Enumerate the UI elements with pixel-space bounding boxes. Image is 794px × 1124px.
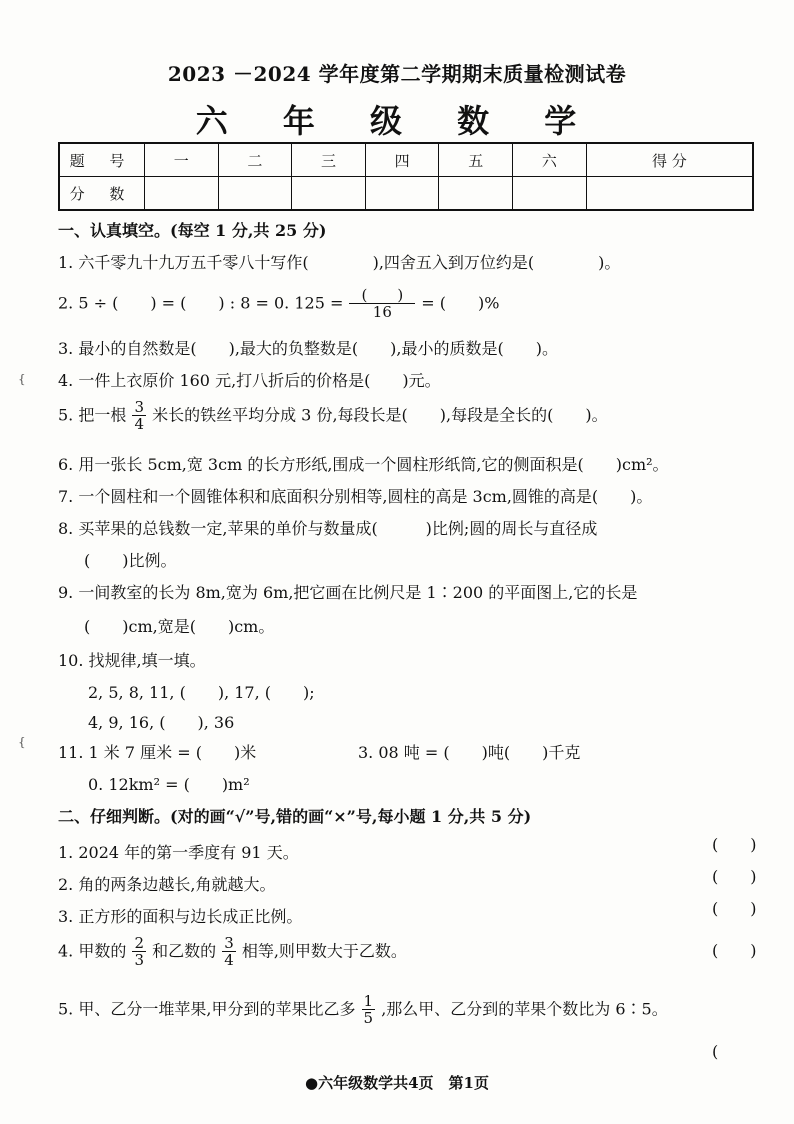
question-1-11c: 0. 12km² = ( )m²	[88, 775, 250, 794]
score-blank[interactable]	[586, 177, 753, 211]
answer-paren[interactable]: ( )	[712, 835, 757, 854]
score-cell: 五	[439, 143, 513, 177]
score-blank[interactable]	[218, 177, 292, 211]
question-text: 2. 5 ÷ ( ) = ( ) : 8 = 0. 125 =	[58, 293, 344, 313]
question-1-9b: ( )cm,宽是( )cm。	[84, 617, 275, 636]
question-text: 5. 把一根	[58, 405, 127, 425]
question-text: 和乙数的	[152, 941, 217, 961]
score-cell: 六	[513, 143, 587, 177]
subject-title: 六 年 级 数 学	[195, 102, 599, 140]
score-cell: 一	[145, 143, 219, 177]
question-1-11b: 3. 08 吨 = ( )吨( )千克	[358, 743, 581, 762]
fraction	[222, 936, 236, 968]
section2-heading: 二、仔细判断。(对的画“√”号,错的画“×”号,每小题 1 分,共 5 分)	[58, 807, 532, 826]
fraction-numerator: 2	[134, 934, 144, 952]
fraction-denominator: 3	[134, 951, 144, 969]
score-cell: 四	[365, 143, 439, 177]
question-2-5	[58, 994, 668, 1026]
score-cell: 题 号	[59, 143, 145, 177]
fraction-denominator: 4	[224, 951, 234, 969]
scan-mark: {	[18, 735, 26, 749]
score-table	[58, 142, 754, 211]
question-2-4	[58, 936, 407, 968]
answer-paren[interactable]: ( )	[712, 867, 757, 886]
score-table-header-row	[59, 143, 753, 177]
score-blank[interactable]	[513, 177, 587, 211]
fraction	[132, 936, 146, 968]
score-cell: 分 数	[59, 177, 145, 211]
question-text: ,那么甲、乙分到的苹果个数比为 6∶5。	[381, 999, 668, 1019]
question-1-6: 6. 用一张长 5cm,宽 3cm 的长方形纸,围成一个圆柱形纸筒,它的侧面积是( )cm²。	[58, 455, 669, 474]
fraction-numerator: 3	[224, 934, 234, 952]
question-1-5	[58, 400, 608, 432]
exam-title: 2023 －2024 学年度第二学期期末质量检测试卷	[167, 62, 627, 86]
question-2-1: 1. 2024 年的第一季度有 91 天。	[58, 843, 299, 862]
page-footer: ●六年级数学共4页 第1页	[305, 1074, 489, 1092]
question-1-9a: 9. 一间教室的长为 8m,宽为 6m,把它画在比例尺是 1∶200 的平面图上,它的长是	[58, 583, 638, 602]
fraction	[362, 994, 376, 1026]
question-2-3: 3. 正方形的面积与边长成正比例。	[58, 907, 303, 926]
question-1-1: 1. 六千零九十九万五千零八十写作( ),四舍五入到万位约是( )。	[58, 253, 621, 272]
question-1-10: 10. 找规律,填一填。	[58, 651, 206, 670]
score-table-score-row	[59, 177, 753, 211]
fraction-denominator: 5	[363, 1009, 374, 1027]
score-blank[interactable]	[145, 177, 219, 211]
section1-heading: 一、认真填空。(每空 1 分,共 25 分)	[58, 221, 327, 240]
question-1-3: 3. 最小的自然数是( ),最大的负整数是( ),最小的质数是( )。	[58, 339, 558, 358]
fraction-numerator: ( )	[349, 288, 415, 304]
fraction-numerator: 3	[134, 398, 144, 416]
question-1-4: 4. 一件上衣原价 160 元,打八折后的价格是( )元。	[58, 371, 441, 390]
answer-paren[interactable]: ( )	[712, 899, 757, 918]
fraction	[132, 400, 146, 432]
question-text: 4. 甲数的	[58, 941, 127, 961]
question-1-11a: 11. 1 米 7 厘米 = ( )米	[58, 743, 257, 762]
question-text: 米长的铁丝平均分成 3 份,每段长是( ),每段是全长的( )。	[152, 405, 608, 425]
score-cell: 三	[292, 143, 366, 177]
question-2-2: 2. 角的两条边越长,角就越大。	[58, 875, 276, 894]
fraction-denominator: 16	[372, 303, 392, 321]
answer-paren[interactable]: (	[712, 1042, 719, 1061]
score-cell: 得 分	[586, 143, 753, 177]
question-1-7: 7. 一个圆柱和一个圆锥体积和底面积分别相等,圆柱的高是 3cm,圆锥的高是( )。	[58, 487, 653, 506]
question-1-10-sequence-b: 4, 9, 16, ( ), 36	[88, 713, 235, 732]
fraction-numerator: 1	[363, 992, 374, 1010]
scan-mark: {	[18, 372, 26, 386]
score-blank[interactable]	[439, 177, 513, 211]
question-text: 5. 甲、乙分一堆苹果,甲分到的苹果比乙多	[58, 999, 356, 1019]
score-cell: 二	[218, 143, 292, 177]
question-1-2	[58, 288, 499, 320]
question-text: = ( )%	[421, 293, 500, 313]
score-blank[interactable]	[292, 177, 366, 211]
score-blank[interactable]	[365, 177, 439, 211]
question-text: 相等,则甲数大于乙数。	[241, 941, 407, 961]
fraction	[349, 288, 415, 320]
answer-paren[interactable]: ( )	[712, 941, 757, 960]
fraction-denominator: 4	[134, 415, 144, 433]
question-1-8b: ( )比例。	[84, 551, 177, 570]
question-1-10-sequence-a: 2, 5, 8, 11, ( ), 17, ( );	[88, 683, 315, 702]
question-1-8a: 8. 买苹果的总钱数一定,苹果的单价与数量成( )比例;圆的周长与直径成	[58, 519, 598, 538]
